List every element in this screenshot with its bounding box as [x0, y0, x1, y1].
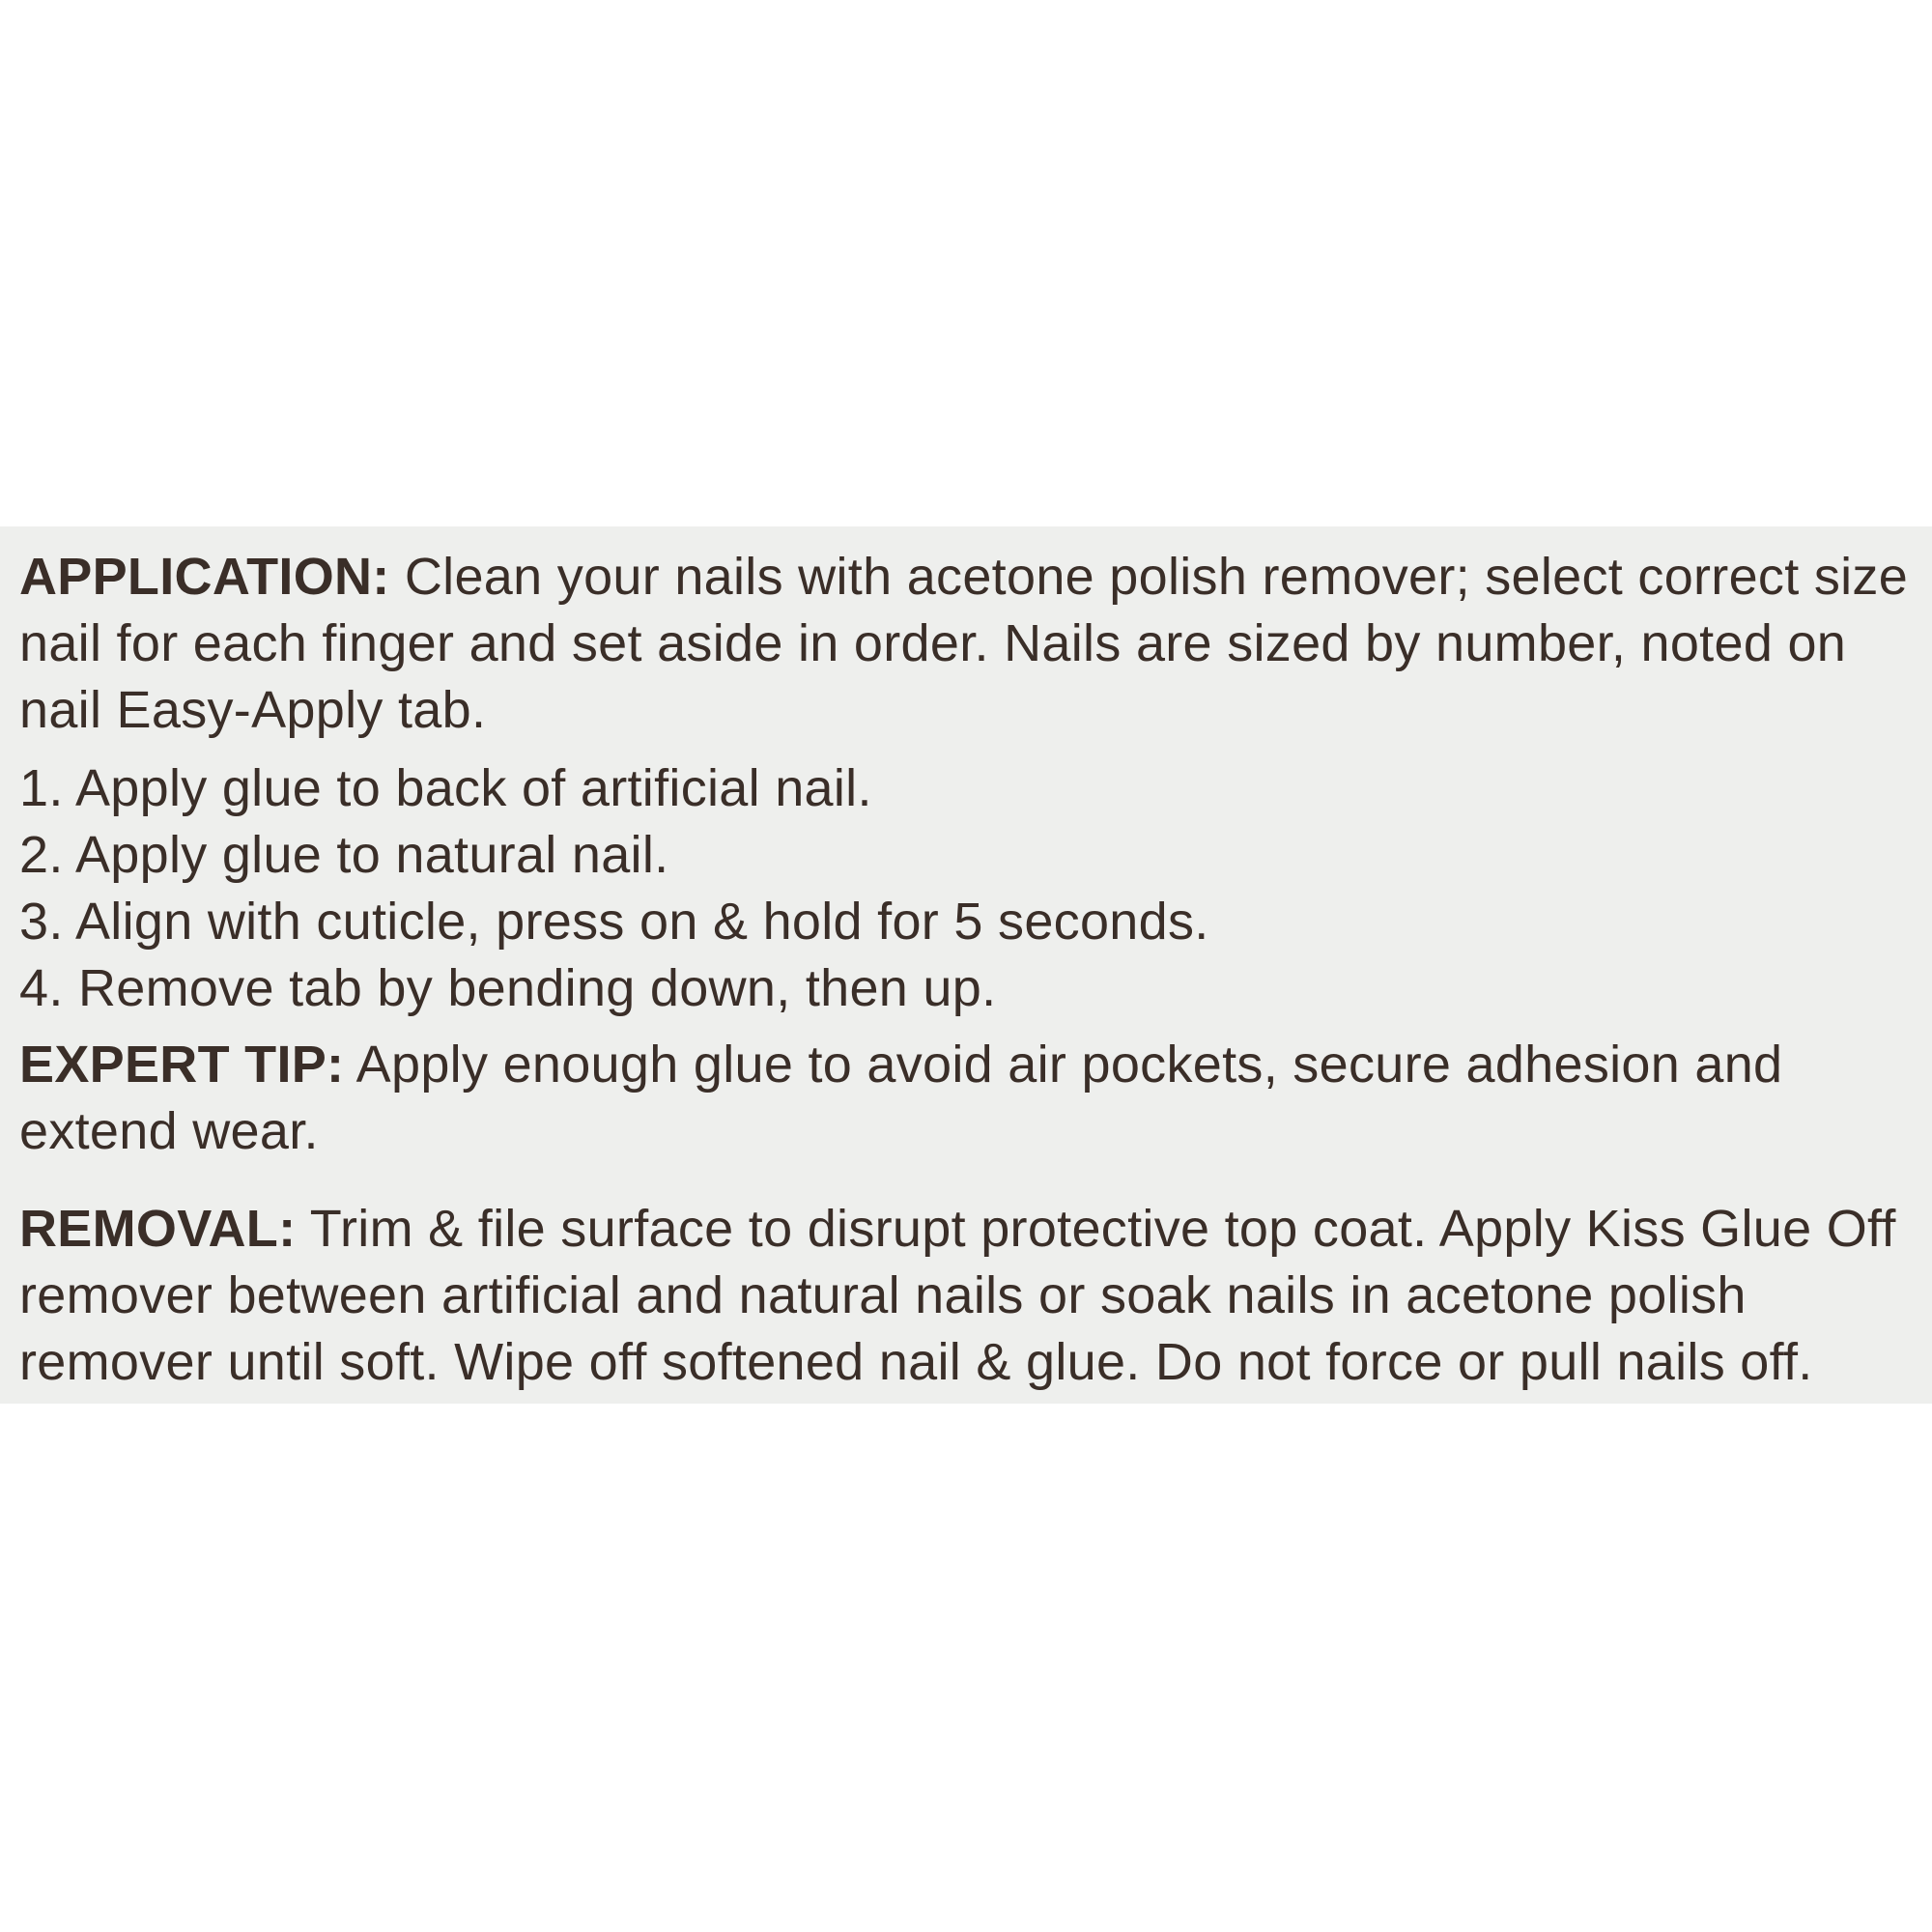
expert-tip-heading: EXPERT TIP:: [19, 1036, 345, 1094]
step-2: 2. Apply glue to natural nail.: [19, 826, 669, 884]
application-text: Clean your nails with acetone polish remover; select correct size nail for each finger and set aside in order. Nails are sized by number, noted on nail Easy-Apply tab.: [19, 548, 1909, 739]
removal-heading: REMOVAL:: [19, 1200, 297, 1258]
removal-paragraph: [19, 1196, 1913, 1396]
instructions-panel: [0, 526, 1932, 1404]
expert-tip-paragraph: [19, 1032, 1913, 1165]
application-steps-list: [19, 755, 1913, 1022]
application-paragraph: [19, 544, 1913, 744]
expert-tip-text: Apply enough glue to avoid air pockets, secure adhesion and extend wear.: [19, 1036, 1783, 1160]
application-heading: APPLICATION:: [19, 548, 390, 606]
step-4: 4. Remove tab by bending down, then up.: [19, 959, 997, 1017]
step-3: 3. Align with cuticle, press on & hold for 5 seconds.: [19, 893, 1209, 951]
removal-text: Trim & file surface to disrupt protective top coat. Apply Kiss Glue Off remover between artificial and natural nails or soak nails in acetone polish remover until soft. Wipe off softened nail & glue. Do not force or pull nails off.: [19, 1200, 1896, 1391]
step-1: 1. Apply glue to back of artificial nail.: [19, 759, 872, 817]
